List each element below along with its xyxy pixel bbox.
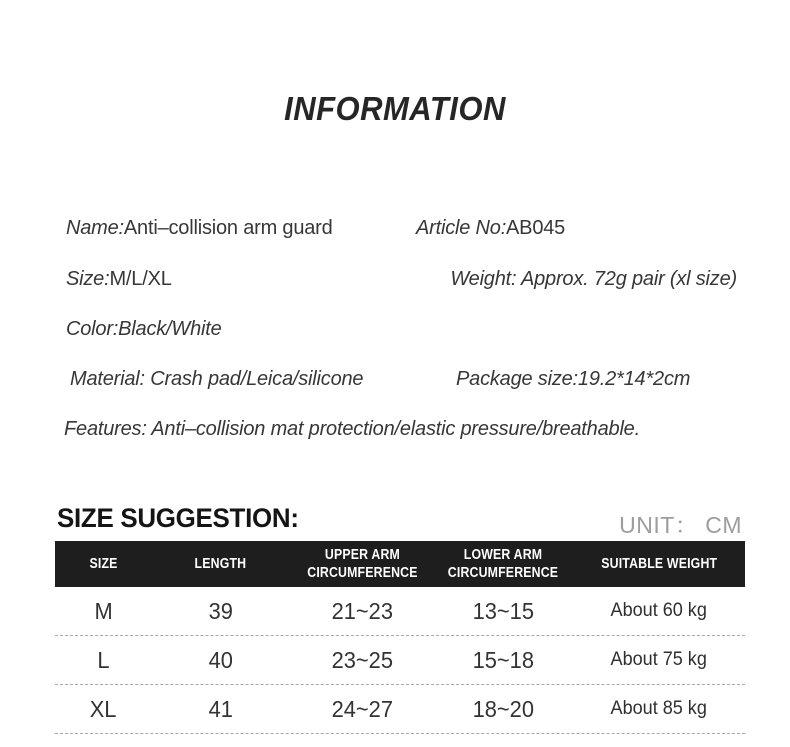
cell-upper-arm: 21~23 [331,597,393,624]
info-name-label: Name: [66,217,124,239]
size-suggestion-heading: SIZE SUGGESTION: [57,503,299,533]
info-material: Material: Crash pad/Leica/silicone [70,368,364,390]
info-size-label: Size: [66,268,110,290]
cell-upper-arm: 24~27 [331,695,393,722]
cell-size: M [94,597,113,624]
cell-size: L [97,646,110,673]
cell-upper-arm: 23~25 [331,646,393,673]
info-name [66,217,333,240]
size-table-row-l [55,636,745,685]
cell-lower-arm: 15~18 [472,646,535,673]
size-table [55,541,745,734]
size-table-row-xl [55,685,745,734]
info-article-value: AB045 [506,217,566,239]
cell-length: 41 [208,695,233,722]
cell-suitable-weight: About 75 kg [610,649,707,670]
header-cell-lower-arm: LOWER ARM CIRCUMFERENCE [448,546,559,581]
unit-label: UNIT： CM [619,512,742,538]
size-table-row-m [55,587,745,636]
info-package-size: Package size:19.2*14*2cm [456,368,691,390]
cell-suitable-weight: About 60 kg [610,600,707,621]
info-size-value: M/L/XL [109,268,172,290]
header-cell-size: SIZE [89,555,118,572]
info-name-value: Anti–collision arm guard [123,217,333,239]
header-cell-suitable-weight: SUITABLE WEIGHT [600,555,717,572]
info-size [66,268,172,291]
info-article-no [416,217,565,240]
cell-length: 39 [208,597,233,624]
header-cell-length: LENGTH [194,555,247,572]
cell-suitable-weight: About 85 kg [610,698,707,719]
page-title: INFORMATION [284,90,506,127]
cell-size: XL [89,695,117,722]
header-cell-upper-arm: UPPER ARM CIRCUMFERENCE [306,546,418,581]
size-table-header-row [55,541,745,587]
info-article-label: Article No: [416,217,507,239]
cell-length: 40 [208,646,233,673]
cell-lower-arm: 18~20 [472,695,535,722]
info-weight: Weight: Approx. 72g pair (xl size) [450,268,737,290]
info-features: Features: Anti–collision mat protection/elastic pressure/breathable. [64,418,640,440]
cell-lower-arm: 13~15 [472,597,535,624]
info-color: Color:Black/White [66,318,222,340]
